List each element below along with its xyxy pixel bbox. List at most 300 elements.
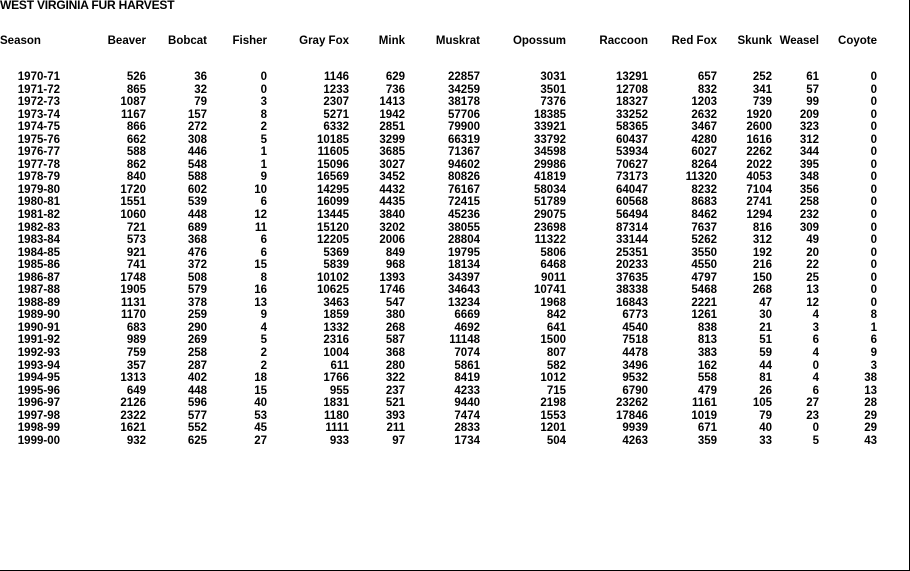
table-row: [0, 435, 877, 448]
count-cell: 5369: [323, 246, 349, 259]
count-cell: 849: [385, 246, 405, 259]
table-row: [0, 397, 877, 410]
count-cell: 34259: [448, 83, 480, 96]
count-cell: 76167: [448, 183, 480, 196]
season-cell: 1987-88: [17, 284, 60, 297]
count-cell: 13234: [448, 296, 480, 309]
count-cell: 0: [870, 133, 877, 146]
count-cell: 368: [187, 234, 207, 247]
col-header-fisher: Fisher: [232, 35, 267, 47]
count-cell: 19795: [448, 246, 480, 259]
count-cell: 1332: [323, 321, 349, 334]
count-cell: 59: [759, 347, 772, 360]
count-cell: 60568: [616, 196, 648, 209]
count-cell: 989: [126, 334, 146, 347]
table-row: [0, 159, 877, 172]
col-header-muskrat: Muskrat: [435, 35, 480, 47]
count-cell: 16569: [317, 171, 349, 184]
season-cell: 1995-96: [17, 384, 60, 397]
count-cell: 80826: [448, 171, 480, 184]
col-header-beaver: Beaver: [107, 35, 146, 47]
count-cell: 2006: [379, 234, 405, 247]
count-cell: 0: [870, 246, 877, 259]
count-cell: 9: [870, 347, 877, 360]
count-cell: 1393: [379, 271, 405, 284]
count-cell: 323: [799, 121, 819, 134]
count-cell: 6027: [691, 146, 717, 159]
count-cell: 504: [546, 434, 566, 447]
count-cell: 8683: [691, 196, 717, 209]
count-cell: 596: [187, 397, 207, 410]
col-header-coyote: Coyote: [838, 35, 877, 47]
col-header-weasel: Weasel: [779, 35, 819, 47]
table-row: [0, 372, 877, 385]
count-cell: 1111: [325, 422, 349, 435]
count-cell: 2: [260, 347, 267, 360]
count-cell: 33921: [534, 121, 566, 134]
count-cell: 33: [759, 434, 772, 447]
col-header-raccoon: Raccoon: [599, 35, 648, 47]
count-cell: 58365: [616, 121, 648, 134]
count-cell: 9440: [454, 397, 480, 410]
count-cell: 3: [812, 321, 819, 334]
count-cell: 7376: [540, 96, 566, 109]
season-cell: 1981-82: [17, 209, 60, 222]
season-cell: 1994-95: [17, 372, 60, 385]
table-row: [0, 360, 877, 373]
count-cell: 53: [254, 409, 267, 422]
count-cell: 1313: [120, 372, 146, 385]
count-cell: 2833: [454, 422, 480, 435]
count-cell: 813: [697, 334, 717, 347]
count-cell: 33792: [534, 133, 566, 146]
season-cell: 1989-90: [17, 309, 60, 322]
count-cell: 1161: [692, 397, 717, 410]
table-row: [0, 184, 877, 197]
count-cell: 272: [187, 121, 207, 134]
count-cell: 629: [385, 71, 405, 83]
count-cell: 11148: [449, 334, 480, 347]
count-cell: 322: [385, 372, 405, 385]
count-cell: 15120: [317, 221, 349, 234]
table-row: [0, 247, 877, 260]
table-row: [0, 259, 877, 272]
count-cell: 3501: [540, 83, 566, 96]
count-cell: 192: [752, 246, 772, 259]
count-cell: 1170: [121, 309, 146, 322]
count-cell: 842: [546, 309, 566, 322]
count-cell: 1500: [540, 334, 566, 347]
count-cell: 577: [187, 409, 207, 422]
count-cell: 0: [870, 83, 877, 96]
count-cell: 11: [254, 221, 267, 234]
count-cell: 0: [870, 171, 877, 184]
count-cell: 287: [187, 359, 207, 372]
count-cell: 368: [385, 347, 405, 360]
count-cell: 0: [870, 196, 877, 209]
count-cell: 1131: [121, 296, 146, 309]
count-cell: 252: [752, 71, 772, 83]
count-cell: 8: [260, 271, 267, 284]
season-cell: 1990-91: [17, 321, 60, 334]
count-cell: 157: [187, 108, 207, 121]
count-cell: 0: [870, 259, 877, 272]
count-cell: 1616: [746, 133, 772, 146]
count-cell: 29: [864, 409, 877, 422]
count-cell: 280: [385, 359, 405, 372]
count-cell: 955: [329, 384, 349, 397]
season-cell: 1991-92: [17, 334, 60, 347]
count-cell: 259: [187, 309, 207, 322]
count-cell: 1859: [323, 309, 349, 322]
count-cell: 662: [126, 133, 146, 146]
count-cell: 0: [870, 296, 877, 309]
count-cell: 0: [870, 108, 877, 121]
count-cell: 216: [752, 259, 772, 272]
count-cell: 476: [187, 246, 207, 259]
count-cell: 380: [385, 309, 405, 322]
count-cell: 721: [126, 221, 146, 234]
count-cell: 448: [187, 384, 207, 397]
count-cell: 6: [260, 234, 267, 247]
count-cell: 18134: [448, 259, 480, 272]
count-cell: 539: [187, 196, 207, 209]
count-cell: 4692: [454, 321, 480, 334]
count-cell: 741: [126, 259, 146, 272]
count-cell: 526: [126, 71, 146, 83]
count-cell: 1233: [323, 83, 349, 96]
count-cell: 70627: [616, 158, 648, 171]
count-cell: 2741: [746, 196, 772, 209]
count-cell: 0: [870, 183, 877, 196]
count-cell: 308: [187, 133, 207, 146]
count-cell: 18385: [534, 108, 566, 121]
count-cell: 588: [187, 171, 207, 184]
count-cell: 341: [752, 83, 772, 96]
count-cell: 79: [194, 96, 207, 109]
count-cell: 1720: [120, 183, 146, 196]
count-cell: 51: [759, 334, 772, 347]
count-cell: 40: [759, 422, 772, 435]
count-cell: 94602: [448, 158, 480, 171]
count-cell: 0: [870, 96, 877, 109]
count-cell: 3031: [540, 71, 566, 83]
count-cell: 97: [392, 434, 405, 447]
count-cell: 1294: [746, 209, 772, 222]
count-cell: 43: [864, 434, 877, 447]
col-header-bobcat: Bobcat: [168, 35, 207, 47]
count-cell: 66319: [448, 133, 480, 146]
count-cell: 3202: [379, 221, 405, 234]
count-cell: 29075: [534, 209, 566, 222]
count-cell: 1: [260, 146, 267, 159]
season-cell: 1988-89: [17, 296, 60, 309]
count-cell: 2851: [379, 121, 405, 134]
count-cell: 40: [254, 397, 267, 410]
count-cell: 2262: [746, 146, 772, 159]
count-cell: 22: [806, 259, 819, 272]
count-cell: 4478: [622, 347, 648, 360]
count-cell: 0: [870, 221, 877, 234]
count-cell: 547: [385, 296, 405, 309]
count-cell: 5: [812, 434, 819, 447]
count-cell: 12: [806, 296, 819, 309]
count-cell: 2022: [746, 158, 772, 171]
count-cell: 4: [812, 372, 819, 385]
table-row: [0, 410, 877, 423]
count-cell: 4797: [691, 271, 717, 284]
count-cell: 0: [870, 71, 877, 83]
count-cell: 8264: [691, 158, 717, 171]
count-cell: 866: [126, 121, 146, 134]
count-cell: 573: [126, 234, 146, 247]
count-cell: 211: [386, 422, 405, 435]
season-cell: 1985-86: [17, 259, 60, 272]
count-cell: 87314: [616, 221, 648, 234]
table-row: [0, 347, 877, 360]
count-cell: 3452: [379, 171, 405, 184]
season-cell: 1992-93: [17, 347, 60, 360]
count-cell: 16843: [616, 296, 648, 309]
count-cell: 30: [759, 309, 772, 322]
count-cell: 47: [759, 296, 772, 309]
count-cell: 6468: [540, 259, 566, 272]
count-cell: 378: [187, 296, 207, 309]
table-row: [0, 422, 877, 435]
count-cell: 1553: [540, 409, 566, 422]
count-cell: 3: [870, 359, 877, 372]
count-cell: 9: [260, 309, 267, 322]
count-cell: 15: [254, 384, 267, 397]
count-cell: 1019: [691, 409, 717, 422]
count-cell: 2322: [120, 409, 146, 422]
count-cell: 2: [260, 359, 267, 372]
count-cell: 0: [870, 146, 877, 159]
count-cell: 1261: [691, 309, 717, 322]
count-cell: 312: [752, 234, 772, 247]
count-cell: 0: [870, 158, 877, 171]
count-cell: 38055: [448, 221, 480, 234]
col-header-red-fox: Red Fox: [671, 35, 717, 47]
count-cell: 933: [329, 434, 349, 447]
count-cell: 12: [254, 209, 267, 222]
count-cell: 6790: [622, 384, 648, 397]
count-cell: 6: [260, 246, 267, 259]
count-cell: 582: [546, 359, 566, 372]
count-cell: 12708: [616, 83, 648, 96]
count-cell: 258: [799, 196, 819, 209]
count-cell: 348: [799, 171, 819, 184]
count-cell: 3685: [379, 146, 405, 159]
table-row: [0, 284, 877, 297]
count-cell: 38178: [448, 96, 480, 109]
count-cell: 1012: [540, 372, 566, 385]
count-cell: 290: [187, 321, 207, 334]
count-cell: 359: [697, 434, 717, 447]
season-cell: 1998-99: [17, 422, 60, 435]
count-cell: 15: [254, 259, 267, 272]
count-cell: 7074: [454, 347, 480, 360]
count-cell: 11322: [534, 234, 566, 247]
count-cell: 1748: [120, 271, 146, 284]
table-row: [0, 134, 877, 147]
count-cell: 5: [260, 334, 267, 347]
count-cell: 79: [759, 409, 772, 422]
count-cell: 4280: [691, 133, 717, 146]
count-cell: 1766: [323, 372, 349, 385]
count-cell: 60437: [616, 133, 648, 146]
count-cell: 18327: [616, 96, 648, 109]
count-cell: 36: [194, 71, 207, 83]
count-cell: 602: [187, 183, 207, 196]
table-row: [0, 322, 877, 335]
count-cell: 2221: [691, 296, 717, 309]
count-cell: 61: [806, 71, 819, 83]
season-cell: 1980-81: [17, 196, 60, 209]
count-cell: 816: [752, 221, 772, 234]
count-cell: 20233: [616, 259, 648, 272]
table-row: [0, 196, 877, 209]
count-cell: 16099: [317, 196, 349, 209]
count-cell: 309: [799, 221, 819, 234]
count-cell: 862: [126, 158, 146, 171]
count-cell: 357: [126, 359, 146, 372]
count-cell: 57: [806, 83, 819, 96]
season-cell: 1972-73: [17, 96, 60, 109]
count-cell: 0: [870, 271, 877, 284]
count-cell: 81: [759, 372, 772, 385]
season-cell: 1993-94: [17, 359, 60, 372]
table-row: [0, 171, 877, 184]
count-cell: 3027: [379, 158, 405, 171]
count-cell: 27: [806, 397, 819, 410]
count-cell: 25: [806, 271, 819, 284]
count-cell: 1004: [323, 347, 349, 360]
count-cell: 28: [864, 397, 877, 410]
count-cell: 4: [812, 347, 819, 360]
count-cell: 1: [260, 158, 267, 171]
season-cell: 1975-76: [17, 133, 60, 146]
table-row: [0, 309, 877, 322]
count-cell: 7518: [622, 334, 648, 347]
count-cell: 0: [870, 234, 877, 247]
count-cell: 6: [812, 384, 819, 397]
count-cell: 71367: [448, 146, 480, 159]
season-cell: 1977-78: [17, 158, 60, 171]
count-cell: 13: [864, 384, 877, 397]
count-cell: 22857: [448, 71, 480, 83]
count-cell: 521: [385, 397, 405, 410]
count-cell: 1920: [746, 108, 772, 121]
count-cell: 10: [254, 183, 267, 196]
count-cell: 548: [187, 158, 207, 171]
count-cell: 921: [126, 246, 146, 259]
count-cell: 0: [870, 209, 877, 222]
count-cell: 1734: [454, 434, 480, 447]
count-cell: 0: [870, 284, 877, 297]
count-cell: 3840: [379, 209, 405, 222]
count-cell: 588: [126, 146, 146, 159]
count-cell: 1: [870, 321, 877, 334]
count-cell: 1968: [540, 296, 566, 309]
count-cell: 8232: [691, 183, 717, 196]
count-cell: 1831: [323, 397, 349, 410]
count-cell: 807: [546, 347, 566, 360]
col-header-opossum: Opossum: [512, 35, 566, 47]
count-cell: 14295: [317, 183, 349, 196]
season-cell: 1996-97: [17, 397, 60, 410]
count-cell: 29: [864, 422, 877, 435]
count-cell: 2: [260, 121, 267, 134]
count-cell: 1203: [691, 96, 717, 109]
table-row: [0, 222, 877, 235]
count-cell: 759: [126, 347, 146, 360]
count-cell: 21: [759, 321, 772, 334]
count-cell: 4233: [454, 384, 480, 397]
count-cell: 4435: [379, 196, 405, 209]
fur-harvest-table: [0, 29, 877, 447]
col-header-mink: Mink: [378, 35, 405, 47]
count-cell: 579: [187, 284, 207, 297]
count-cell: 7637: [691, 221, 717, 234]
count-cell: 64047: [616, 183, 648, 196]
count-cell: 832: [697, 83, 717, 96]
count-cell: 0: [812, 359, 819, 372]
count-cell: 41819: [534, 171, 566, 184]
count-cell: 736: [385, 83, 405, 96]
count-cell: 2632: [691, 108, 717, 121]
count-cell: 1621: [120, 422, 146, 435]
count-cell: 1087: [120, 96, 146, 109]
count-cell: 395: [799, 158, 819, 171]
count-cell: 5271: [323, 108, 349, 121]
season-cell: 1979-80: [17, 183, 60, 196]
count-cell: 508: [187, 271, 207, 284]
count-cell: 683: [126, 321, 146, 334]
count-cell: 23: [806, 409, 819, 422]
count-cell: 13445: [317, 209, 349, 222]
season-cell: 1984-85: [17, 246, 60, 259]
count-cell: 6773: [622, 309, 648, 322]
count-cell: 10741: [534, 284, 566, 297]
season-cell: 1978-79: [17, 171, 60, 184]
count-cell: 3: [260, 96, 267, 109]
count-cell: 44: [759, 359, 772, 372]
count-cell: 17846: [616, 409, 648, 422]
table-row: [0, 272, 877, 285]
count-cell: 34598: [534, 146, 566, 159]
count-cell: 448: [187, 209, 207, 222]
count-cell: 34397: [448, 271, 480, 284]
count-cell: 2307: [323, 96, 349, 109]
count-cell: 3550: [691, 246, 717, 259]
count-cell: 7104: [746, 183, 772, 196]
season-cell: 1997-98: [17, 409, 60, 422]
count-cell: 671: [697, 422, 717, 435]
count-cell: 6332: [323, 121, 349, 134]
season-cell: 1986-87: [17, 271, 60, 284]
count-cell: 558: [697, 372, 717, 385]
count-cell: 13291: [616, 71, 648, 83]
count-cell: 209: [799, 108, 819, 121]
count-cell: 446: [187, 146, 207, 159]
count-cell: 344: [799, 146, 819, 159]
count-cell: 6: [870, 334, 877, 347]
count-cell: 383: [697, 347, 717, 360]
count-cell: 10185: [317, 133, 349, 146]
season-cell: 1974-75: [17, 121, 60, 134]
count-cell: 7474: [454, 409, 480, 422]
